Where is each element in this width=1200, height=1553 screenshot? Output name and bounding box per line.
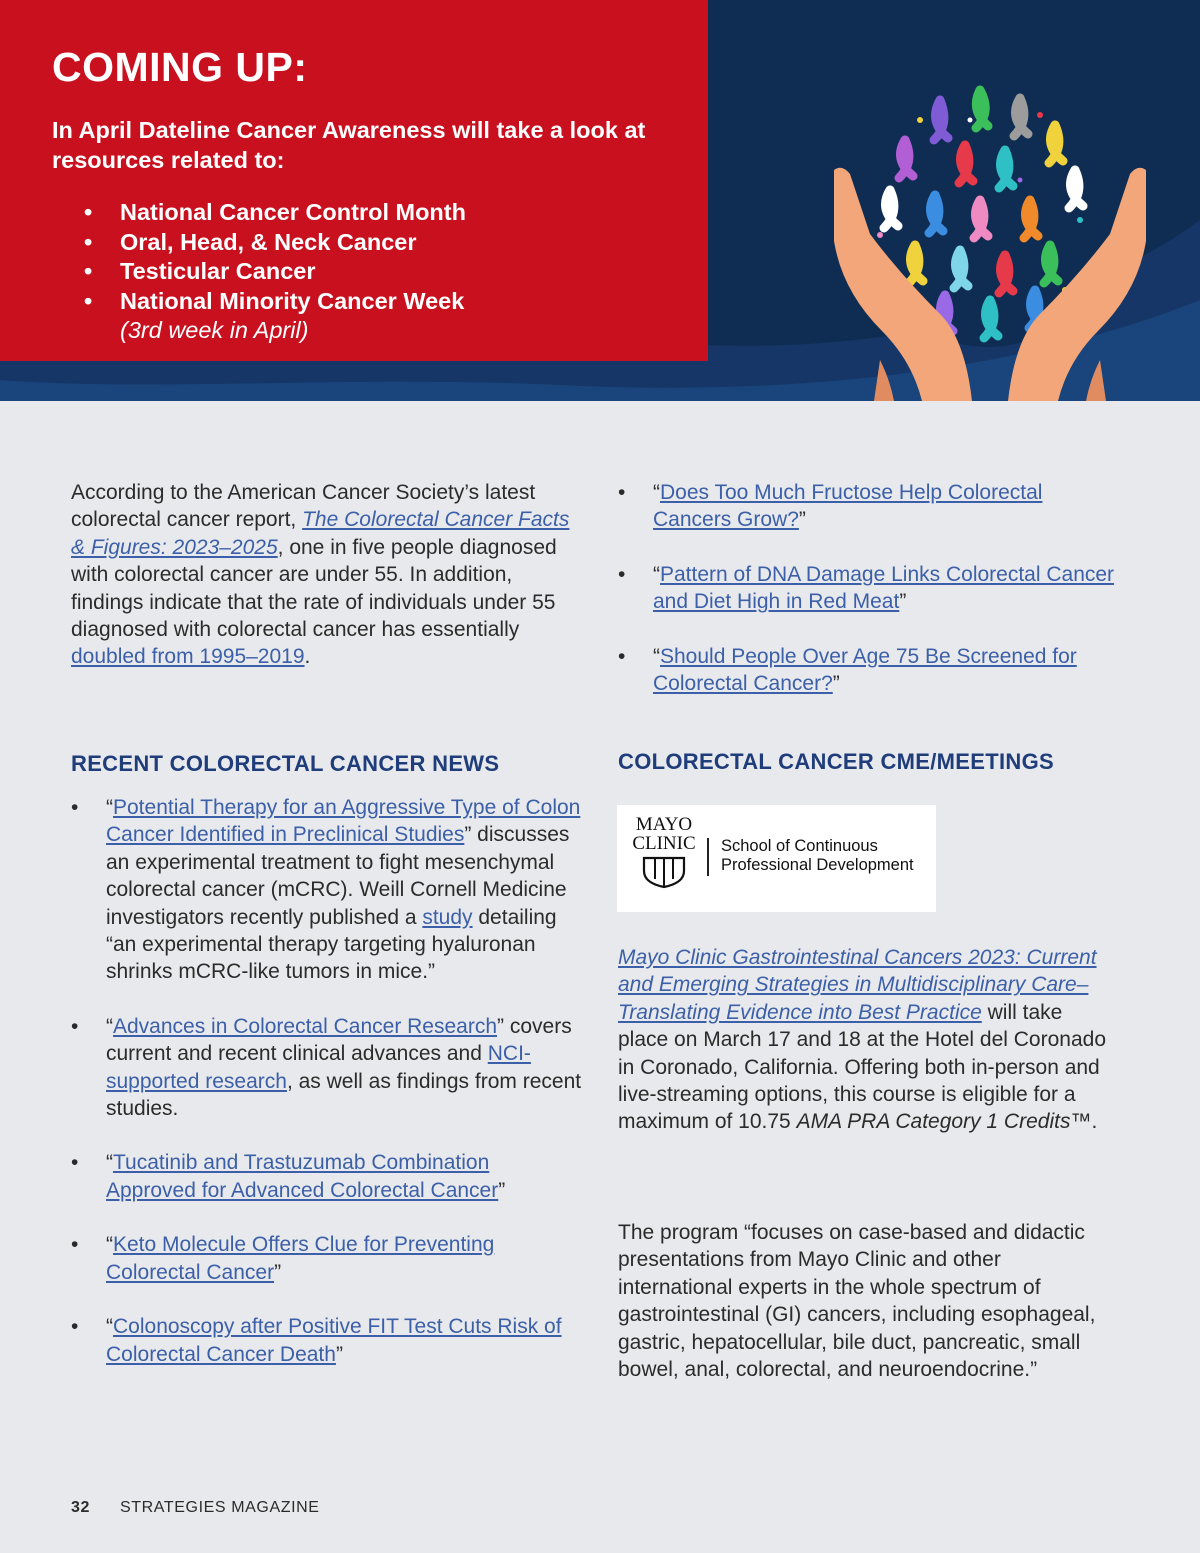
- mayo-clinic-wordmark: MAYO CLINIC: [625, 815, 703, 893]
- coming-up-banner: [0, 0, 1200, 401]
- list-item: • National Cancer Control Month: [84, 199, 466, 225]
- news-link[interactable]: Colonoscopy after Positive FIT Test Cuts Risk of Colorectal Cancer Death: [106, 1315, 562, 1366]
- news-list: [71, 794, 583, 1368]
- magazine-name: STRATEGIES MAGAZINE: [120, 1499, 320, 1516]
- list-item: • “Keto Molecule Offers Clue for Preventing Colorectal Cancer”: [71, 1233, 495, 1284]
- news-link[interactable]: Keto Molecule Offers Clue for Preventing Colorectal Cancer: [106, 1233, 495, 1284]
- cme-heading: COLORECTAL CANCER CME/MEETINGS: [618, 749, 1054, 774]
- page-footer: [71, 1499, 320, 1517]
- news-link[interactable]: Advances in Colorectal Cancer Research: [113, 1014, 498, 1038]
- mayo-clinic-logo: [617, 805, 936, 912]
- list-item: • “Advances in Colorectal Cancer Research” covers current and recent clinical advances and NCI-supported research, as well as findings from recent studies.: [71, 1014, 582, 1121]
- page-number: 32: [71, 1499, 90, 1516]
- news-list-container: [71, 794, 583, 1395]
- news-link[interactable]: Tucatinib and Trastuzumab Combination Approved for Advanced Colorectal Cancer: [106, 1151, 499, 1202]
- coming-up-list: [84, 198, 644, 346]
- news-link[interactable]: Potential Therapy for an Aggressive Type of Colon Cancer Identified in Preclinical Studies: [106, 796, 581, 847]
- right-links-list: [618, 479, 1118, 697]
- doubled-link[interactable]: doubled from 1995–2019: [71, 645, 305, 669]
- colorectal-facts-link[interactable]: The Colorectal Cancer Facts & Figures: 2023–2025: [71, 508, 570, 559]
- intro-paragraph: According to the American Cancer Society’s latest colorectal cancer report, The Colorectal Cancer Facts & Figures: 2023–2025, one in five people diagnosed with colorectal cancer are under 55. In addition, findings indicate that the rate of individuals under 55 diagnosed with colorectal cancer has essentially doubled from 1995–2019.: [71, 481, 570, 669]
- cme-course-paragraph: Mayo Clinic Gastrointestinal Cancers 2023: Current and Emerging Strategies in Multidisciplinary Care–Translating Evidence into Best Practice will take place on March 17 and 18 at the Hotel del Coronado in Coronado, California. Offering both in-person and live-streaming options, this course is eligible for a maximum of 10.75 AMA PRA Category 1 Credits™.: [618, 946, 1106, 1134]
- hands-ribbons-illustration: [820, 60, 1160, 401]
- mayo-shield-icon: [641, 855, 687, 889]
- school-name: School of Continuous Professional Development: [721, 837, 914, 874]
- list-item: • National Minority Cancer Week (3rd week in April): [84, 287, 644, 346]
- list-item: • “Pattern of DNA Damage Links Colorectal Cancer and Diet High in Red Meat”: [618, 562, 1115, 614]
- coming-up-intro: In April Dateline Cancer Awareness will take a look at resources related to:: [52, 117, 646, 173]
- list-item-note: (3rd week in April): [120, 317, 309, 344]
- coming-up-box: [0, 0, 708, 361]
- right-links-container: [618, 479, 1118, 724]
- news-link[interactable]: Should People Over Age 75 Be Screened for Colorectal Cancer?: [653, 644, 1077, 696]
- mayo-course-link[interactable]: Mayo Clinic Gastrointestinal Cancers 2023: Current and Emerging Strategies in Multidisciplinary Care–Translating Evidence into Best Practice: [618, 946, 1097, 1024]
- news-link[interactable]: Does Too Much Fructose Help Colorectal Cancers Grow?: [653, 481, 1043, 532]
- list-item: • Oral, Head, & Neck Cancer: [84, 228, 417, 255]
- nci-research-link[interactable]: NCI-supported research: [106, 1042, 531, 1093]
- list-item: • “Colonoscopy after Positive FIT Test Cuts Risk of Colorectal Cancer Death”: [71, 1315, 562, 1366]
- list-item: • “Potential Therapy for an Aggressive Type of Colon Cancer Identified in Preclinical Studies” discusses an experimental treatment to fight mesenchymal colorectal cancer (mCRC). Weill Cornell Medicine investigators recently published a study detailing “an experimental therapy targeting hyaluronan shrinks mCRC-like tumors in mice.”: [71, 796, 581, 984]
- study-link[interactable]: study: [422, 905, 473, 929]
- list-item: • “Does Too Much Fructose Help Colorectal Cancers Grow?”: [618, 481, 1043, 532]
- list-item: • “Tucatinib and Trastuzumab Combination Approved for Advanced Colorectal Cancer”: [71, 1151, 506, 1202]
- coming-up-heading: COMING UP:: [52, 44, 308, 90]
- list-item: • “Should People Over Age 75 Be Screened for Colorectal Cancer?”: [618, 644, 1077, 696]
- news-link[interactable]: Pattern of DNA Damage Links Colorectal Cancer and Diet High in Red Meat: [653, 562, 1115, 614]
- logo-separator: [707, 838, 709, 876]
- news-heading: RECENT COLORECTAL CANCER NEWS: [71, 751, 500, 776]
- cme-program-paragraph: The program “focuses on case-based and didactic presentations from Mayo Clinic and other international experts in the whole spectrum of gastrointestinal (GI) cancers, including esophageal, gastric, hepatocellular, bile duct, pancreatic, small bowel, anal, colorectal, and neuroendocrine.”: [618, 1221, 1096, 1382]
- list-item: • Testicular Cancer: [84, 258, 316, 285]
